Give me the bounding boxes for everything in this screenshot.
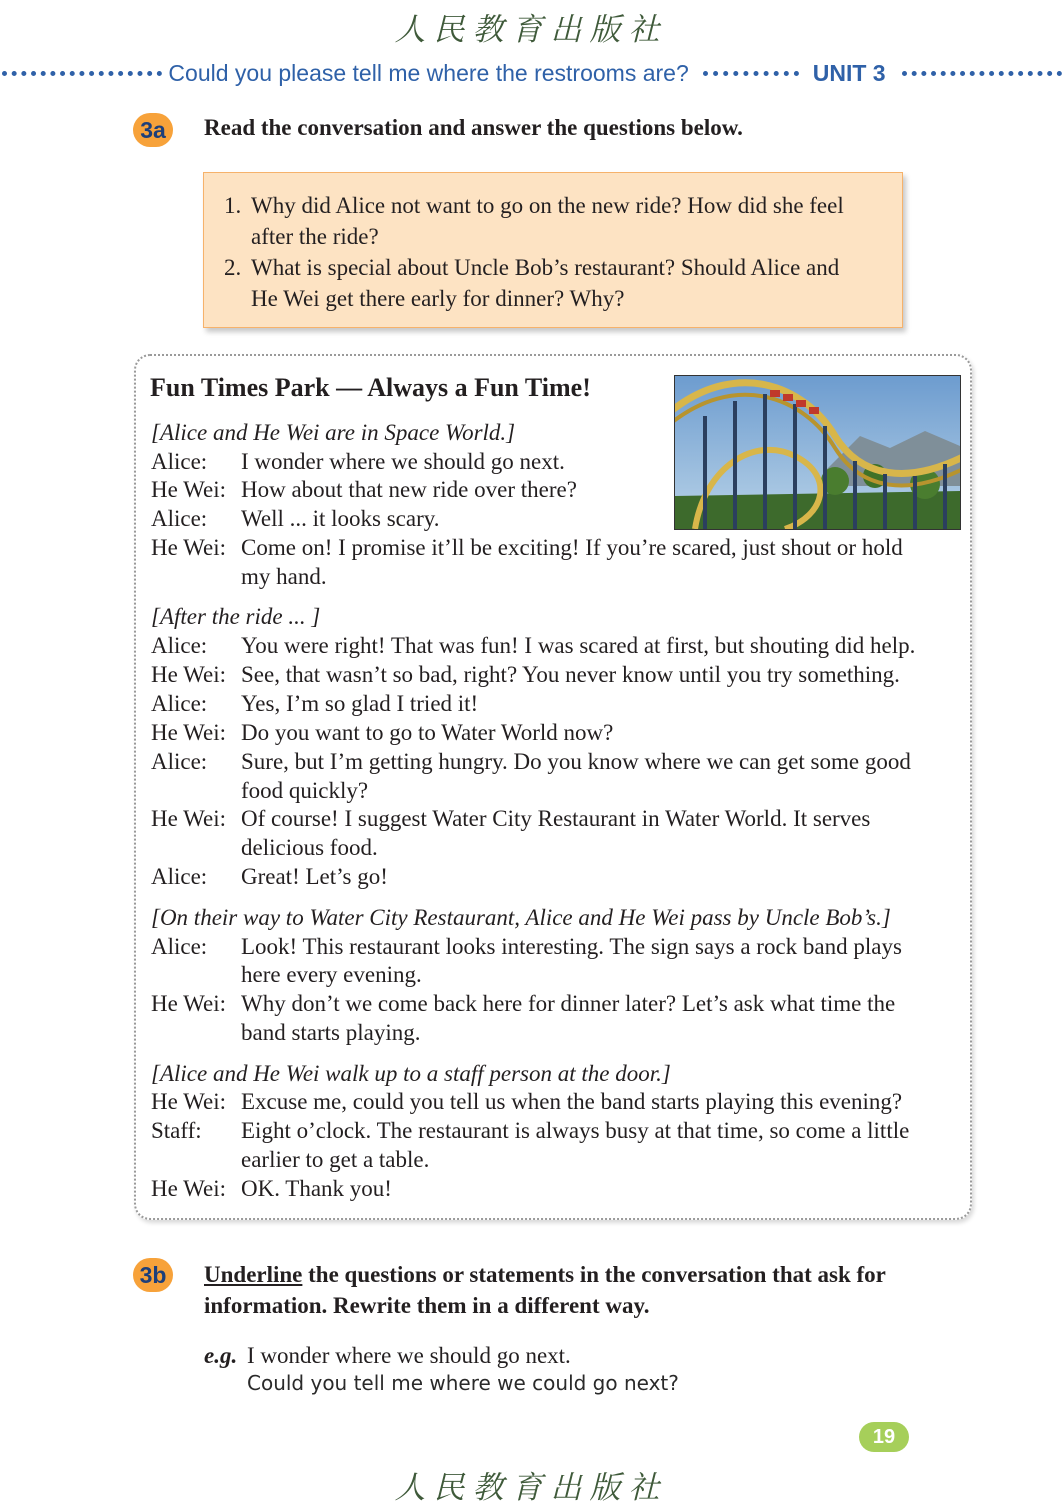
question-number: 1. bbox=[224, 193, 242, 218]
speaker-label: He Wei: bbox=[151, 720, 227, 745]
publisher-watermark-bottom: 人民教育出版社 bbox=[394, 1470, 668, 1506]
header-dots-left bbox=[2, 71, 162, 76]
dialogue-text: Look! This restaurant looks interesting. The sign says a rock band plays bbox=[241, 934, 902, 959]
running-header bbox=[0, 58, 1062, 88]
conversation-title: Fun Times Park — Always a Fun Time! bbox=[150, 373, 591, 402]
question-text bbox=[251, 190, 844, 252]
speaker-label: Alice: bbox=[151, 749, 208, 774]
roller-coaster-photo bbox=[674, 375, 961, 530]
speaker-label: He Wei: bbox=[151, 1089, 227, 1114]
speaker-label: Alice: bbox=[151, 864, 208, 889]
instruction-underlined-word: Underline bbox=[204, 1262, 303, 1287]
dialogue-text: here every evening. bbox=[241, 962, 422, 987]
speaker-label: Alice: bbox=[151, 449, 208, 474]
speaker-label: He Wei: bbox=[151, 662, 227, 687]
example-answer: Could you tell me where we could go next? bbox=[247, 1371, 679, 1395]
instruction-3a: Read the conversation and answer the questions below. bbox=[204, 115, 743, 140]
dialogue-text: delicious food. bbox=[241, 835, 378, 860]
question-item bbox=[224, 190, 884, 252]
instruction-text: the questions or statements in the conversation that ask for bbox=[302, 1262, 886, 1287]
header-unit: UNIT 3 bbox=[812, 59, 886, 86]
dialogue-text: Do you want to go to Water World now? bbox=[241, 720, 614, 745]
stage-direction: [Alice and He Wei walk up to a staff person at the door.] bbox=[151, 1061, 671, 1086]
question-item bbox=[224, 252, 884, 314]
speaker-label: He Wei: bbox=[151, 535, 227, 560]
stage-direction: [Alice and He Wei are in Space World.] bbox=[151, 420, 516, 445]
dialogue-text: Come on! I promise it’ll be exciting! If you’re scared, just shout or hold bbox=[241, 535, 903, 560]
dialogue-text: Eight o’clock. The restaurant is always busy at that time, so come a little bbox=[241, 1118, 910, 1143]
dialogue-text: See, that wasn’t so bad, right? You never know until you try something. bbox=[241, 662, 900, 687]
header-dots-middle bbox=[703, 71, 799, 76]
dialogue-text: Why don’t we come back here for dinner later? Let’s ask what time the bbox=[241, 991, 896, 1016]
dialogue-text: my hand. bbox=[241, 564, 327, 589]
speaker-label: He Wei: bbox=[151, 991, 227, 1016]
page-number: 19 bbox=[859, 1422, 909, 1452]
dialogue-text: Great! Let’s go! bbox=[241, 864, 388, 889]
stage-direction: [After the ride ... ] bbox=[151, 604, 321, 629]
stage-direction: [On their way to Water City Restaurant, Alice and He Wei pass by Uncle Bob’s.] bbox=[151, 905, 891, 930]
example-label: e.g. bbox=[204, 1343, 238, 1368]
section-badge-3b: 3b bbox=[133, 1258, 173, 1292]
speaker-label: Staff: bbox=[151, 1118, 202, 1143]
header-title: Could you please tell me where the restrooms are? bbox=[168, 59, 689, 86]
example-line bbox=[204, 1341, 571, 1370]
speaker-label: He Wei: bbox=[151, 806, 227, 831]
dialogue-text: Excuse me, could you tell us when the band starts playing this evening? bbox=[241, 1089, 903, 1114]
speaker-label: He Wei: bbox=[151, 1176, 227, 1201]
section-badge-3a: 3a bbox=[133, 113, 173, 147]
dialogue-text: You were right! That was fun! I was scared at first, but shouting did help. bbox=[241, 633, 916, 658]
dialogue-text: Of course! I suggest Water City Restaurant in Water World. It serves bbox=[241, 806, 871, 831]
dialogue-text: How about that new ride over there? bbox=[241, 477, 577, 502]
question-line: What is special about Uncle Bob’s restaurant? Should Alice and bbox=[251, 255, 840, 280]
dialogue-text: food quickly? bbox=[241, 778, 369, 803]
dialogue-text: Yes, I’m so glad I tried it! bbox=[241, 691, 479, 716]
question-text bbox=[251, 252, 839, 314]
speaker-label: Alice: bbox=[151, 691, 208, 716]
dialogue-text: OK. Thank you! bbox=[241, 1176, 392, 1201]
publisher-watermark-top: 人民教育出版社 bbox=[394, 12, 668, 48]
speaker-label: Alice: bbox=[151, 506, 208, 531]
dialogue-text: Well ... it looks scary. bbox=[241, 506, 440, 531]
header-dots-right bbox=[902, 71, 1062, 76]
question-line: He Wei get there early for dinner? Why? bbox=[251, 286, 625, 311]
question-line: Why did Alice not want to go on the new ride? How did she feel bbox=[251, 193, 844, 218]
speaker-label: Alice: bbox=[151, 934, 208, 959]
speaker-label: He Wei: bbox=[151, 477, 227, 502]
question-number: 2. bbox=[224, 255, 242, 280]
dialogue-text: band starts playing. bbox=[241, 1020, 421, 1045]
example-text: I wonder where we should go next. bbox=[246, 1343, 571, 1368]
instruction-3b bbox=[204, 1259, 886, 1321]
questions-box bbox=[203, 172, 903, 328]
question-line: after the ride? bbox=[251, 224, 379, 249]
dialogue-text: earlier to get a table. bbox=[241, 1147, 430, 1172]
dialogue-text: I wonder where we should go next. bbox=[241, 449, 565, 474]
dialogue-text: Sure, but I’m getting hungry. Do you know where we can get some good bbox=[241, 749, 911, 774]
speaker-label: Alice: bbox=[151, 633, 208, 658]
instruction-text: information. Rewrite them in a different way. bbox=[204, 1293, 650, 1318]
